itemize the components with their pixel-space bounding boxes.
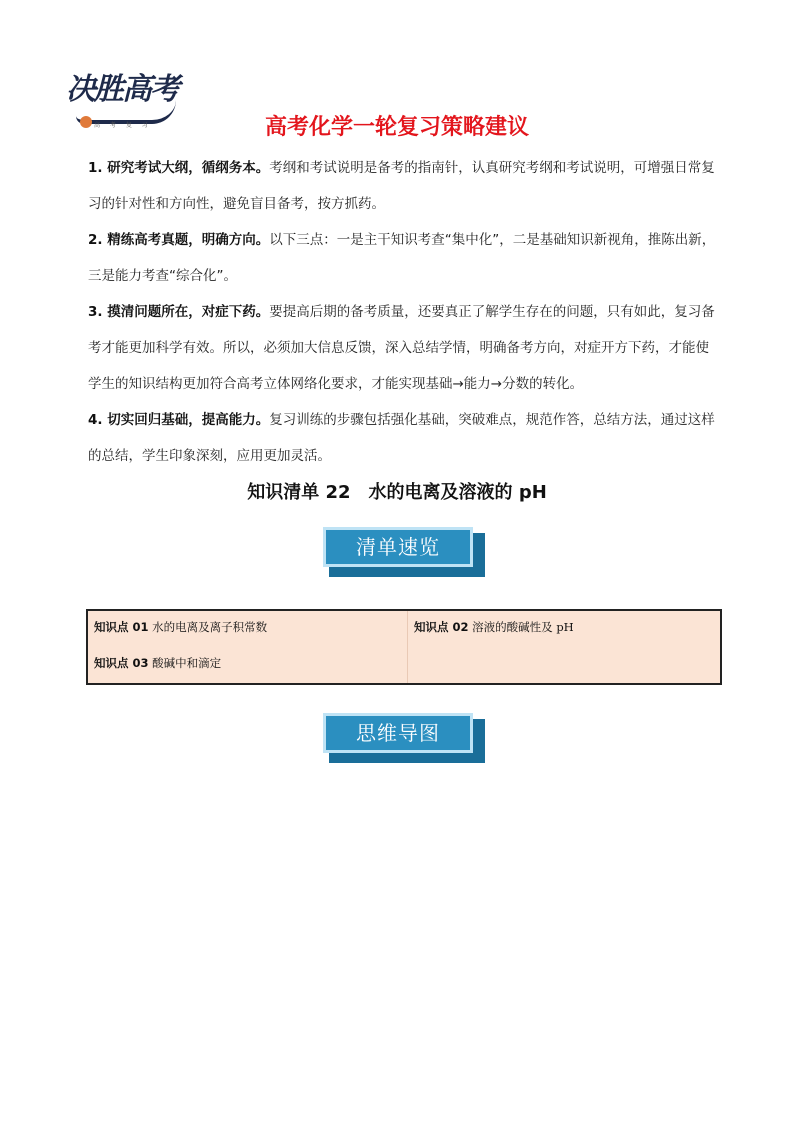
strategy-heading: 2. 精练高考真题，明确方向。 xyxy=(88,232,270,248)
knowledge-point-item-empty xyxy=(408,647,720,683)
strategy-text: 复习训练的步骤包括强化基础，突破难点，规范作答，总结方法，通过这样的总结，学生印象深刻，应用更加灵活。 xyxy=(88,412,715,464)
knowledge-point-item: 知识点 01 水的电离及离子积常数 xyxy=(88,611,408,647)
mindmap-badge-label: 思维导图 xyxy=(323,713,473,753)
knowledge-point-item: 知识点 02 溶液的酸碱性及 pH xyxy=(414,620,574,634)
knowledge-point-table xyxy=(86,609,722,685)
strategy-list xyxy=(88,150,722,474)
strategy-text: 考纲和考试说明是备考的指南针，认真研究考纲和考试说明，可增强日常复习的针对性和方向性，避免盲目备考，按方抓药。 xyxy=(88,160,715,212)
knowledge-point-item: 知识点 03 酸碱中和滴定 xyxy=(88,647,408,683)
section-title: 知识清单 22 水的电离及溶液的 pH xyxy=(247,482,547,503)
strategy-heading: 4. 切实回归基础，提高能力。 xyxy=(88,412,270,428)
overview-badge-label: 清单速览 xyxy=(323,527,473,567)
mindmap-badge xyxy=(323,713,481,759)
strategy-paragraph-1 xyxy=(88,150,722,222)
strategy-paragraph-4 xyxy=(88,402,722,474)
logo-subtext: 高 考 复 习 xyxy=(94,122,152,129)
strategy-text: 以下三点：一是主干知识考查“集中化”，二是基础知识新视角，推陈出新，三是能力考查“综合化”。 xyxy=(88,232,716,284)
strategy-heading: 1. 研究考试大纲，循纲务本。 xyxy=(88,160,270,176)
page-title: 高考化学一轮复习策略建议 xyxy=(264,115,529,140)
strategy-paragraph-2 xyxy=(88,222,722,294)
strategy-paragraph-3 xyxy=(88,294,722,402)
logo-text: 决胜高考 xyxy=(66,72,178,107)
strategy-text: 要提高后期的备考质量，还要真正了解学生存在的问题，只有如此，复习备考才能更加科学有效。所以，必须加大信息反馈，深入总结学情，明确备考方向，对症开方下药，才能使学生的知识结构更加符合高考立体网络化要求，才能实现基础→能力→分数的转化。 xyxy=(88,304,715,392)
strategy-heading: 3. 摸清问题所在，对症下药。 xyxy=(88,304,270,320)
overview-badge xyxy=(323,527,481,573)
